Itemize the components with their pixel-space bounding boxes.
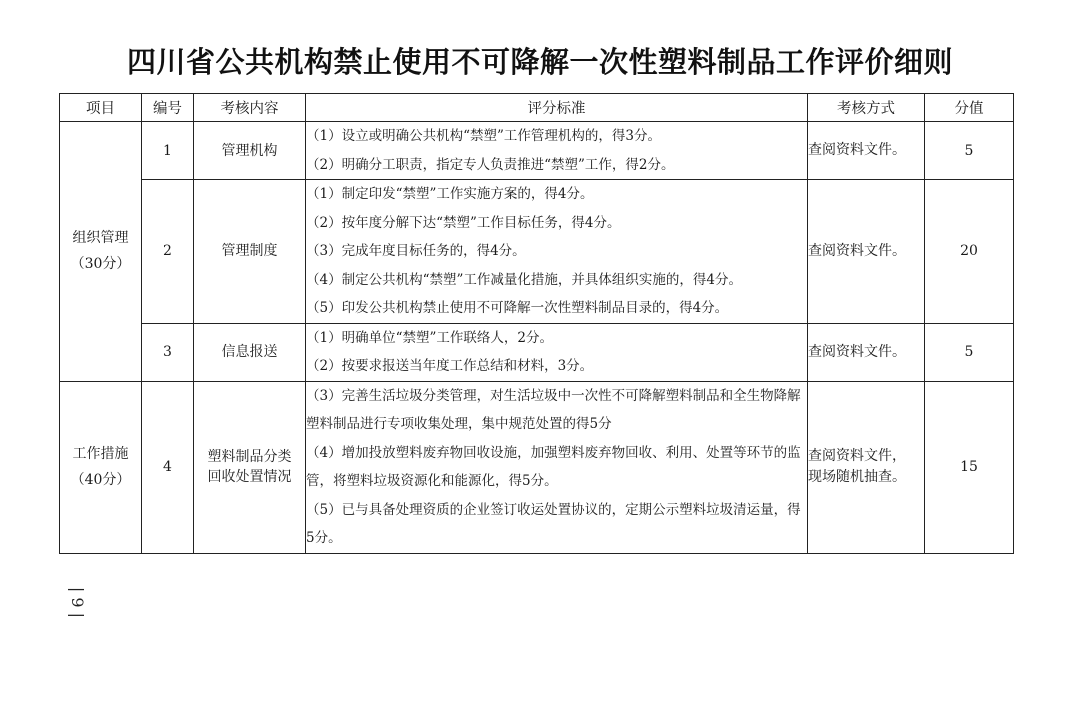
header-item: 项目 xyxy=(60,94,142,122)
row-criteria xyxy=(306,122,808,180)
group-cell-organization xyxy=(60,122,142,382)
header-score: 分值 xyxy=(925,94,1014,122)
criteria-line: （2）按年度分解下达“禁塑”工作目标任务，得4分。 xyxy=(306,214,621,231)
row-criteria xyxy=(306,180,808,324)
criteria-line: （5）印发公共机构禁止使用不可降解一次性塑料制品目录的，得4分。 xyxy=(306,300,729,316)
row-content: 管理制度 xyxy=(194,180,306,324)
row-criteria xyxy=(306,323,808,381)
row-number: 4 xyxy=(142,381,194,553)
table-header-row xyxy=(60,94,1014,122)
group-cell-measures xyxy=(60,381,142,553)
header-content: 考核内容 xyxy=(194,94,306,122)
criteria-line: （4）制定公共机构“禁塑”工作减量化措施，并具体组织实施的，得4分。 xyxy=(306,271,742,288)
row-criteria xyxy=(306,381,808,553)
evaluation-table xyxy=(59,93,1014,554)
row-content-line: 回收处置情况 xyxy=(207,469,292,485)
row-number: 3 xyxy=(142,323,194,381)
criteria-line: （1）设立或明确公共机构“禁塑”工作管理机构的，得3分。 xyxy=(306,128,661,144)
criteria-line: （4）增加投放塑料废弃物回收设施，加强塑料废弃物回收、利用、处置等环节的监管，将塑料垃圾资源化和能源化，得5分。 xyxy=(306,444,801,489)
row-method: 查阅资料文件。 xyxy=(808,122,925,180)
row-method xyxy=(808,381,925,553)
header-method: 考核方式 xyxy=(808,94,925,122)
row-content: 管理机构 xyxy=(194,122,306,180)
table-row xyxy=(60,381,1014,553)
row-content-line: 塑料制品分类 xyxy=(207,449,292,465)
group-points: （30分） xyxy=(70,256,131,273)
table-row xyxy=(60,122,1014,180)
row-number: 1 xyxy=(142,122,194,180)
row-score: 20 xyxy=(925,180,1014,324)
document-title: 四川省公共机构禁止使用不可降解一次性塑料制品工作评价细则 xyxy=(126,45,953,79)
table-row xyxy=(60,323,1014,381)
criteria-line: （3）完成年度目标任务的，得4分。 xyxy=(306,243,526,259)
criteria-line: （1）制定印发“禁塑”工作实施方案的，得4分。 xyxy=(306,186,594,202)
header-criteria: 评分标准 xyxy=(306,94,808,122)
page-number-value: 9 xyxy=(68,596,88,608)
row-content xyxy=(194,381,306,553)
row-number: 2 xyxy=(142,180,194,324)
table-row xyxy=(60,180,1014,324)
group-points: （40分） xyxy=(70,472,131,488)
page-number xyxy=(66,580,90,624)
row-content: 信息报送 xyxy=(194,323,306,381)
header-number: 编号 xyxy=(142,94,194,122)
criteria-line: （2）按要求报送当年度工作总结和材料，3分。 xyxy=(306,358,594,374)
group-name: 工作措施 xyxy=(72,446,129,462)
criteria-line: （5）已与具备处理资质的企业签订收运处置协议的，定期公示塑料垃圾清运量，得5分。 xyxy=(306,501,801,546)
row-method: 查阅资料文件。 xyxy=(808,180,925,324)
criteria-line: （2）明确分工职责，指定专人负责推进“禁塑”工作，得2分。 xyxy=(306,156,675,173)
group-name: 组织管理 xyxy=(72,230,129,247)
page-number-text: | 9 | xyxy=(68,586,88,618)
criteria-line: （3）完善生活垃圾分类管理，对生活垃圾中一次性不可降解塑料制品和全生物降解塑料制品进行专项收集处理，集中规范处置的得5分 xyxy=(306,387,801,432)
row-method: 查阅资料文件。 xyxy=(808,323,925,381)
method-line: 现场随机抽查。 xyxy=(808,469,906,485)
row-score: 15 xyxy=(925,381,1014,553)
row-score: 5 xyxy=(925,323,1014,381)
criteria-line: （1）明确单位“禁塑”工作联络人，2分。 xyxy=(306,329,553,346)
row-score: 5 xyxy=(925,122,1014,180)
method-line: 查阅资料文件， xyxy=(808,448,906,464)
